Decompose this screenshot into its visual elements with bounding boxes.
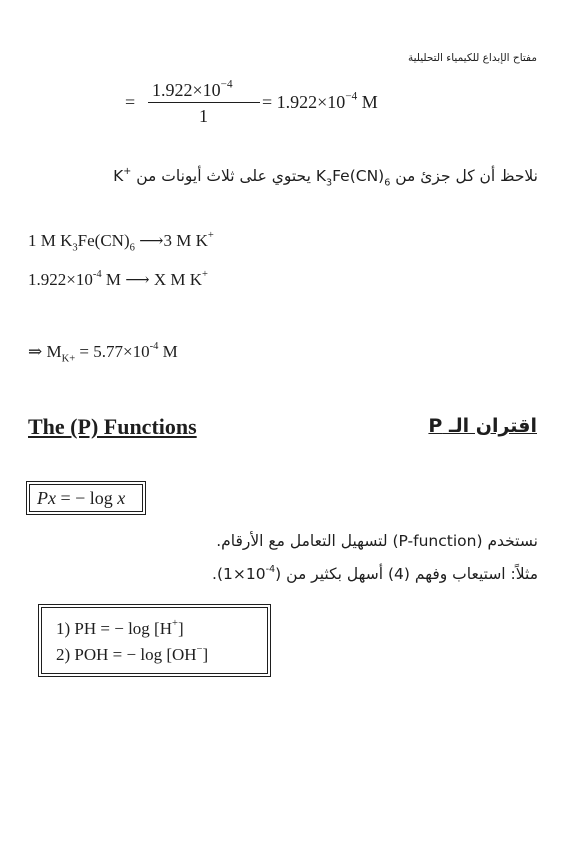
arrow-icon: ⟶ (134, 231, 164, 250)
fraction-numerator: $1.922\times 10^{-4}$ (152, 78, 233, 100)
fraction-denominator: 1 (199, 106, 208, 126)
section-title-ar: اقتران الـ P (428, 415, 537, 437)
description-line-1: نستخدم (P-function) لتسهيل التعامل مع الأرقام. (216, 532, 538, 550)
example-item: 1) PH = − log [H+] (56, 618, 184, 638)
px-definition-box (26, 481, 146, 515)
examples-box (38, 604, 271, 677)
arrow-icon: ⟶ (121, 270, 154, 289)
note-text: نلاحظ أن كل جزئ من $K_3Fe(CN)_6$ يحتوي على ثلاث أيونات من K+ (113, 165, 538, 189)
reaction-line-1: 1 M $K_3Fe(CN)_6$ ⟶3 M K+ (28, 230, 214, 254)
example-item: 2) POH = − log [OH−] (56, 644, 209, 664)
fraction-prefix: = (125, 92, 136, 112)
fraction-bar (148, 102, 260, 103)
description-line-2: مثلاً: استيعاب وفهم (4) أسهل بكثير من $(1\times 10^{-4})$. (212, 563, 538, 583)
section-title-en: The (P) Functions (28, 414, 197, 439)
examples-list (41, 607, 268, 674)
result-line: ⇒ $M_{K+} = 5.77\times 10^{-4}$ M (28, 341, 178, 365)
page-header: مفتاح الإبداع للكيمياء التحليلية (407, 52, 537, 64)
fraction-result: = $1.922\times 10^{-4}$ M (262, 90, 378, 112)
reaction-line-2: $1.922\times 10^{-4}$ M ⟶ X M K+ (28, 269, 208, 289)
px-formula: Px = − log x (29, 484, 143, 512)
